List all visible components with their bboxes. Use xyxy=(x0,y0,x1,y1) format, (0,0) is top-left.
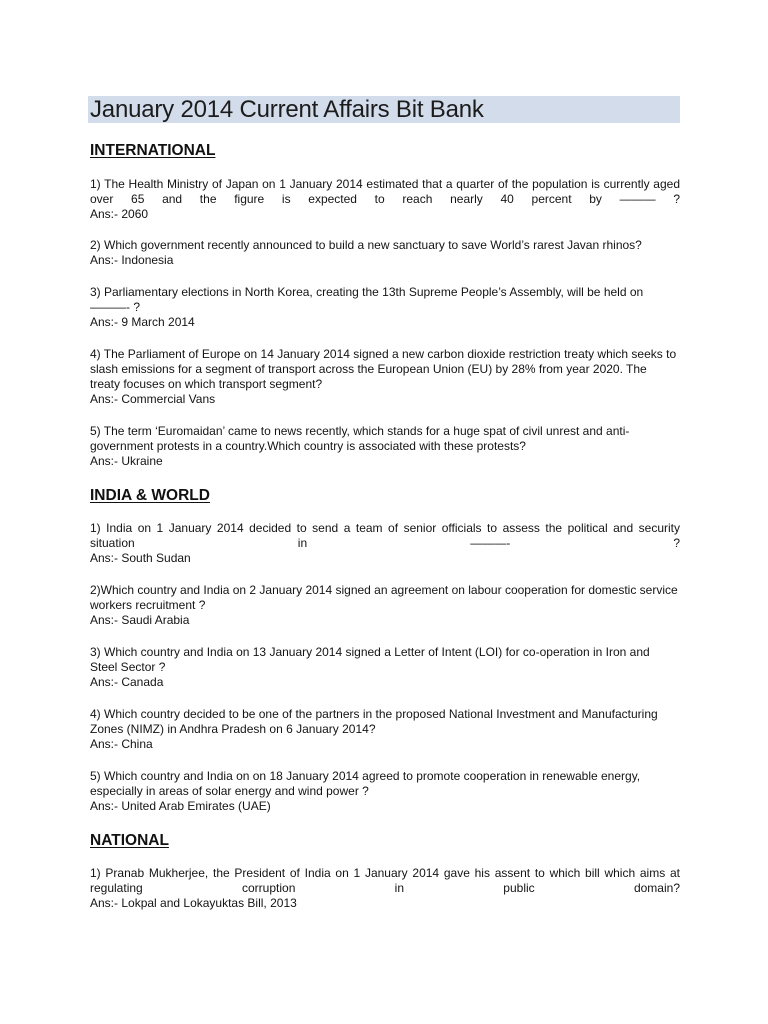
question-text: 1) The Health Ministry of Japan on 1 January 2014 estimated that a quarter of the population is currently aged over 65 and the figure is expected to reach nearly 40 percent by ——— ? xyxy=(90,177,680,206)
answer-text: Ans:- 2060 xyxy=(90,207,149,221)
question-item xyxy=(90,238,680,268)
question-text: 2)Which country and India on 2 January 2014 signed an agreement on labour cooperation for domestic service workers recruitment ? xyxy=(90,583,678,612)
document-title: January 2014 Current Affairs Bit Bank xyxy=(88,96,680,123)
question-text: 4) Which country decided to be one of the partners in the proposed National Investment and Manufacturing Zones (NIMZ) in Andhra Pradesh on 6 January 2014? xyxy=(90,707,658,736)
section-heading: INDIA & WORLD xyxy=(90,487,210,504)
question-item xyxy=(90,347,680,407)
question-item xyxy=(90,583,680,628)
answer-text: Ans:- Canada xyxy=(90,675,164,689)
question-text: 2) Which government recently announced to build a new sanctuary to save World’s rarest Javan rhinos? xyxy=(90,238,642,252)
section-national xyxy=(90,831,680,911)
question-text: 3) Parliamentary elections in North Korea, creating the 13th Supreme People’s Assembly, will be held on ———- ? xyxy=(90,285,644,314)
question-text: 5) The term ‘Euromaidan’ came to news recently, which stands for a huge spat of civil unrest and anti-government protests in a country.Which country is associated with these protests? xyxy=(90,424,630,453)
document-page xyxy=(90,96,680,911)
question-text: 3) Which country and India on 13 January 2014 signed a Letter of Intent (LOI) for co-operation in Iron and Steel Sector ? xyxy=(90,645,650,674)
answer-text: Ans:- 9 March 2014 xyxy=(90,315,195,329)
answer-text: Ans:- United Arab Emirates (UAE) xyxy=(90,799,271,813)
section-heading: INTERNATIONAL xyxy=(90,142,216,159)
answer-text: Ans:- Saudi Arabia xyxy=(90,613,190,627)
question-item xyxy=(90,866,680,911)
answer-text: Ans:- Commercial Vans xyxy=(90,392,216,406)
question-item xyxy=(90,707,680,752)
question-item xyxy=(90,177,680,222)
answer-text: Ans:- South Sudan xyxy=(90,551,191,565)
section-india-world xyxy=(90,486,680,814)
question-item xyxy=(90,285,680,330)
answer-text: Ans:- Lokpal and Lokayuktas Bill, 2013 xyxy=(90,896,297,910)
question-text: 5) Which country and India on on 18 January 2014 agreed to promote cooperation in renewable energy, especially in areas of solar energy and wind power ? xyxy=(90,769,641,798)
section-international xyxy=(90,141,680,469)
section-heading: NATIONAL xyxy=(90,832,169,849)
question-text: 1) India on 1 January 2014 decided to send a team of senior officials to assess the political and security situation in ———- ? xyxy=(90,521,680,550)
question-item xyxy=(90,424,680,469)
answer-text: Ans:- China xyxy=(90,737,153,751)
answer-text: Ans:- Ukraine xyxy=(90,454,163,468)
question-text: 1) Pranab Mukherjee, the President of India on 1 January 2014 gave his assent to which bill which aims at regulating corruption in public domain? xyxy=(90,866,680,895)
answer-text: Ans:- Indonesia xyxy=(90,253,174,267)
question-item xyxy=(90,769,680,814)
question-text: 4) The Parliament of Europe on 14 January 2014 signed a new carbon dioxide restriction treaty which seeks to slash emissions for a segment of transport across the European Union (EU) by 28% from year 2020. The treaty focuses on which transport segment? xyxy=(90,347,677,391)
question-item xyxy=(90,645,680,690)
question-item xyxy=(90,521,680,566)
